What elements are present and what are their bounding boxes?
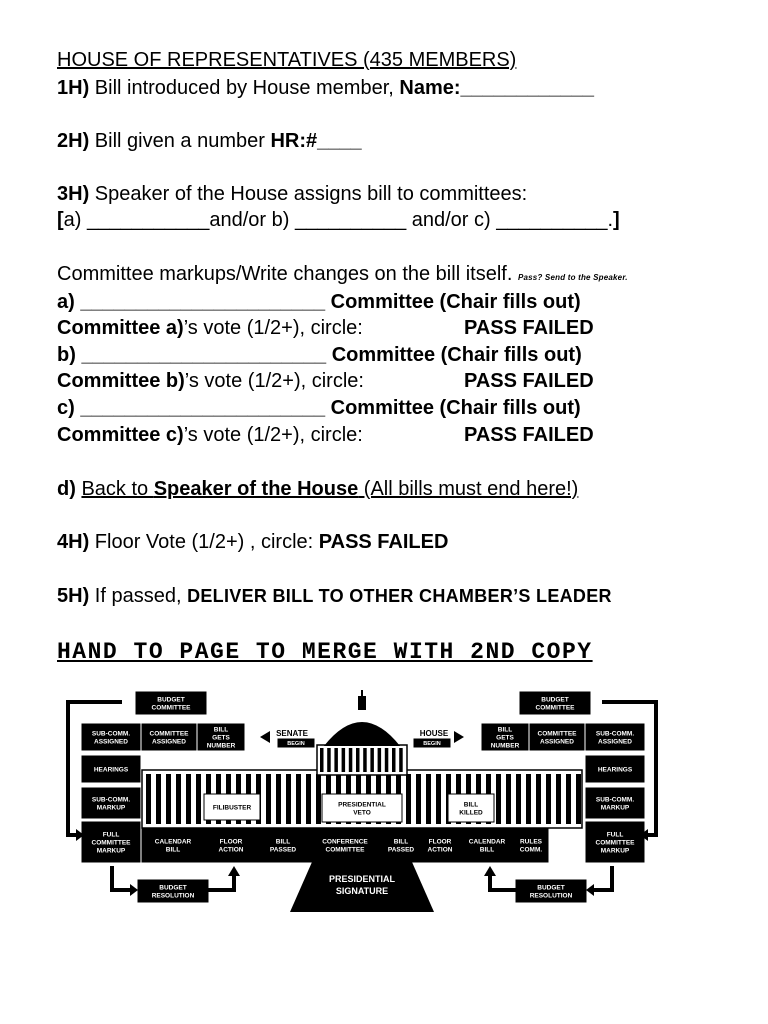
house-label: HOUSE	[419, 729, 449, 738]
bill-killed-label: KILLED	[459, 809, 483, 817]
capitol-column	[306, 774, 311, 824]
committee-a-options: PASS FAILED	[464, 317, 594, 339]
bottom-step-7-label: RULES	[519, 838, 543, 846]
capitol-column	[406, 774, 411, 824]
step-text: If passed,	[89, 585, 188, 607]
step-number: 1H)	[57, 77, 90, 99]
markup-text: Committee markups/Write changes on the bill itself.	[57, 263, 518, 285]
right-resolution-arrow	[594, 866, 612, 890]
signature-label: SIGNATURE	[335, 886, 389, 896]
bottom-step-0-label: BILL	[165, 846, 181, 854]
dome-column	[342, 748, 346, 772]
bottom-step-0-label: CALENDAR	[154, 838, 192, 846]
left-bill-gets-number-label: BILL	[213, 726, 229, 734]
dome-cupola	[358, 696, 366, 710]
vote-text: ’s vote (1/2+), circle:	[183, 317, 363, 339]
step-3h	[57, 182, 527, 206]
step-d-bold: Speaker of the House	[153, 478, 359, 500]
bottom-step-6-label: BILL	[479, 846, 495, 854]
right-resolution-up	[490, 876, 516, 890]
capitol-column	[436, 774, 441, 824]
vote-label: Committee a)	[57, 317, 184, 339]
budget-resolution-left-label: BUDGET	[159, 884, 187, 892]
dome-column	[392, 748, 396, 772]
dome-column	[327, 748, 331, 772]
vote-text: ’s vote (1/2+), circle:	[183, 424, 363, 446]
committee-label: c)	[57, 397, 75, 419]
bill-process-diagram	[62, 690, 662, 915]
capitol-column	[516, 774, 521, 824]
committee-b-line	[57, 343, 582, 367]
right-bill-gets-number-label: GETS	[496, 734, 514, 742]
left-bill-gets-number-label: NUMBER	[206, 742, 236, 750]
capitol-column	[186, 774, 191, 824]
capitol-column	[316, 774, 321, 824]
left-resolution-arrowhead	[130, 884, 138, 896]
dome-column	[320, 748, 324, 772]
bottom-step-2-label: PASSED	[269, 846, 297, 854]
right-col-2-label: SUB-COMM.	[595, 796, 635, 804]
bottom-step-3-label: COMMITTEE	[325, 846, 365, 854]
budget-committee-right-label: BUDGET	[541, 696, 569, 704]
right-committee-assigned-label: ASSIGNED	[540, 738, 574, 746]
right-col-3-label: FULL	[606, 831, 624, 839]
right-bill-gets-number-label: NUMBER	[490, 742, 520, 750]
bottom-step-1-label: ACTION	[218, 846, 244, 854]
left-resolution-arrow	[112, 866, 130, 890]
dome-column	[334, 748, 338, 772]
capitol-column	[576, 774, 581, 824]
page-title: HOUSE OF REPRESENTATIVES (435 MEMBERS)	[57, 49, 517, 71]
capitol-column	[416, 774, 421, 824]
capitol-column	[566, 774, 571, 824]
bottom-step-6-label: CALENDAR	[468, 838, 506, 846]
step-number: 2H)	[57, 130, 90, 152]
capitol-column	[296, 774, 301, 824]
budget-committee-left-label: COMMITTEE	[151, 704, 191, 712]
hand-to-page-heading: HAND TO PAGE TO MERGE WITH 2ND COPY	[57, 639, 593, 665]
step-text: Bill given a number	[89, 130, 271, 152]
dome-column	[370, 748, 374, 772]
step-4h	[57, 530, 448, 554]
dome-column	[363, 748, 367, 772]
budget-resolution-left-label: RESOLUTION	[151, 892, 195, 900]
capitol-column	[166, 774, 171, 824]
committee-a-line	[57, 290, 581, 314]
committee-chair-note: Committee (Chair fills out)	[331, 344, 582, 366]
committee-blank-line: a) ___________and/or b) __________ and/or c) __________.	[63, 209, 614, 231]
vote-text: ’s vote (1/2+), circle:	[184, 370, 364, 392]
committee-blank: ______________________	[74, 397, 331, 419]
step-d-pre: Back to	[81, 478, 154, 500]
open-bracket: [	[57, 209, 64, 231]
step-d-post: (All bills must end here!)	[358, 478, 579, 500]
dome-column	[356, 748, 360, 772]
presidential-veto-label: VETO	[353, 809, 371, 817]
bottom-step-1-label: FLOOR	[219, 838, 243, 846]
left-col-3-label: COMMITTEE	[91, 839, 131, 847]
bottom-step-2-label: BILL	[275, 838, 291, 846]
right-resolution-up-head	[484, 866, 496, 876]
budget-resolution-right-label: BUDGET	[537, 884, 565, 892]
capitol-column	[526, 774, 531, 824]
dome-column	[399, 748, 403, 772]
budget-committee-left-label: BUDGET	[157, 696, 185, 704]
bill-killed-label: BILL	[463, 801, 479, 809]
hr-number-field: HR:#____	[270, 130, 362, 152]
step-number: 4H)	[57, 531, 90, 553]
step-text: Floor Vote (1/2+) , circle:	[89, 531, 319, 553]
left-col-3-label: FULL	[102, 831, 120, 839]
deliver-instruction: DELIVER BILL TO OTHER CHAMBER’S LEADER	[187, 586, 612, 606]
senate-begin-label: BEGIN	[287, 740, 305, 747]
bottom-step-4-label: BILL	[393, 838, 409, 846]
committee-chair-note: Committee (Chair fills out)	[330, 291, 581, 313]
left-col-2-label: SUB-COMM.	[91, 796, 131, 804]
senate-label: SENATE	[276, 729, 308, 738]
markup-note: Pass? Send to the Speaker.	[517, 273, 628, 282]
capitol-column	[176, 774, 181, 824]
step-number: d)	[57, 478, 76, 500]
dome-column	[378, 748, 382, 772]
committee-chair-note: Committee (Chair fills out)	[330, 397, 581, 419]
capitol-column	[506, 774, 511, 824]
bottom-step-3-label: CONFERENCE	[322, 838, 368, 846]
left-resolution-up	[208, 876, 234, 890]
capitol-column	[266, 774, 271, 824]
committee-c-options: PASS FAILED	[464, 424, 594, 446]
right-col-0-label: ASSIGNED	[598, 738, 632, 746]
dome-spire	[361, 690, 363, 697]
bottom-step-5-label: ACTION	[427, 846, 453, 854]
right-col-3-label: MARKUP	[600, 847, 630, 855]
left-resolution-up-head	[228, 866, 240, 876]
committee-label: a)	[57, 291, 75, 313]
step-1h	[57, 76, 594, 100]
right-committee-assigned-label: COMMITTEE	[537, 730, 577, 738]
budget-committee-right-label: COMMITTEE	[535, 704, 575, 712]
step-text: Bill introduced by House member,	[89, 77, 400, 99]
house-begin-label: BEGIN	[423, 740, 441, 747]
left-col-3-label: MARKUP	[96, 847, 126, 855]
left-committee-assigned-label: ASSIGNED	[152, 738, 186, 746]
name-field: Name:____________	[399, 77, 594, 99]
dome	[324, 722, 400, 746]
right-col-2-label: MARKUP	[600, 804, 630, 812]
capitol-column	[536, 774, 541, 824]
step-5h	[57, 584, 612, 608]
right-col-1-label: HEARINGS	[597, 766, 633, 774]
committee-c-line	[57, 396, 581, 420]
right-col-3-label: COMMITTEE	[595, 839, 635, 847]
filibuster-label: FILIBUSTER	[212, 804, 252, 812]
committee-label: b)	[57, 344, 76, 366]
step-d-text	[81, 478, 578, 500]
bottom-step-4-label: PASSED	[387, 846, 415, 854]
right-bill-gets-number-label: BILL	[497, 726, 513, 734]
committee-blank: ______________________	[74, 291, 331, 313]
capitol-column	[546, 774, 551, 824]
presidential-veto-label: PRESIDENTIAL	[338, 801, 386, 809]
capitol-column	[556, 774, 561, 824]
capitol-column	[286, 774, 291, 824]
left-col-0-label: SUB-COMM.	[91, 730, 131, 738]
capitol-column	[156, 774, 161, 824]
left-col-0-label: ASSIGNED	[94, 738, 128, 746]
committee-b-options: PASS FAILED	[464, 370, 594, 392]
vote-label: Committee b)	[57, 370, 185, 392]
floor-vote-options: PASS FAILED	[318, 531, 449, 553]
step-number: 3H)	[57, 183, 90, 205]
close-bracket: ]	[613, 209, 620, 231]
left-bill-gets-number-label: GETS	[212, 734, 230, 742]
bottom-step-5-label: FLOOR	[428, 838, 452, 846]
capitol-column	[496, 774, 501, 824]
right-resolution-arrowhead	[586, 884, 594, 896]
senate-arrow	[260, 731, 270, 743]
capitol-column	[276, 774, 281, 824]
committee-blanks	[57, 208, 620, 232]
left-committee-assigned-label: COMMITTEE	[149, 730, 189, 738]
vote-label: Committee c)	[57, 424, 184, 446]
committee-blank: ______________________	[75, 344, 332, 366]
capitol-column	[196, 774, 201, 824]
step-d	[57, 477, 578, 501]
right-col-0-label: SUB-COMM.	[595, 730, 635, 738]
step-2h	[57, 129, 362, 153]
left-col-2-label: MARKUP	[96, 804, 126, 812]
step-text: Speaker of the House assigns bill to committees:	[89, 183, 528, 205]
left-col-1-label: HEARINGS	[93, 766, 129, 774]
committee-a-vote	[57, 316, 363, 340]
diagram-svg	[62, 690, 662, 915]
committee-c-vote	[57, 423, 363, 447]
house-arrow	[454, 731, 464, 743]
signature-label: PRESIDENTIAL	[328, 874, 396, 884]
bottom-step-7-label: COMM.	[519, 846, 543, 854]
capitol-column	[146, 774, 151, 824]
budget-resolution-right-label: RESOLUTION	[529, 892, 573, 900]
committee-b-vote	[57, 369, 364, 393]
step-number: 5H)	[57, 585, 90, 607]
dome-column	[349, 748, 353, 772]
dome-column	[385, 748, 389, 772]
markup-instructions	[57, 262, 628, 290]
capitol-column	[426, 774, 431, 824]
